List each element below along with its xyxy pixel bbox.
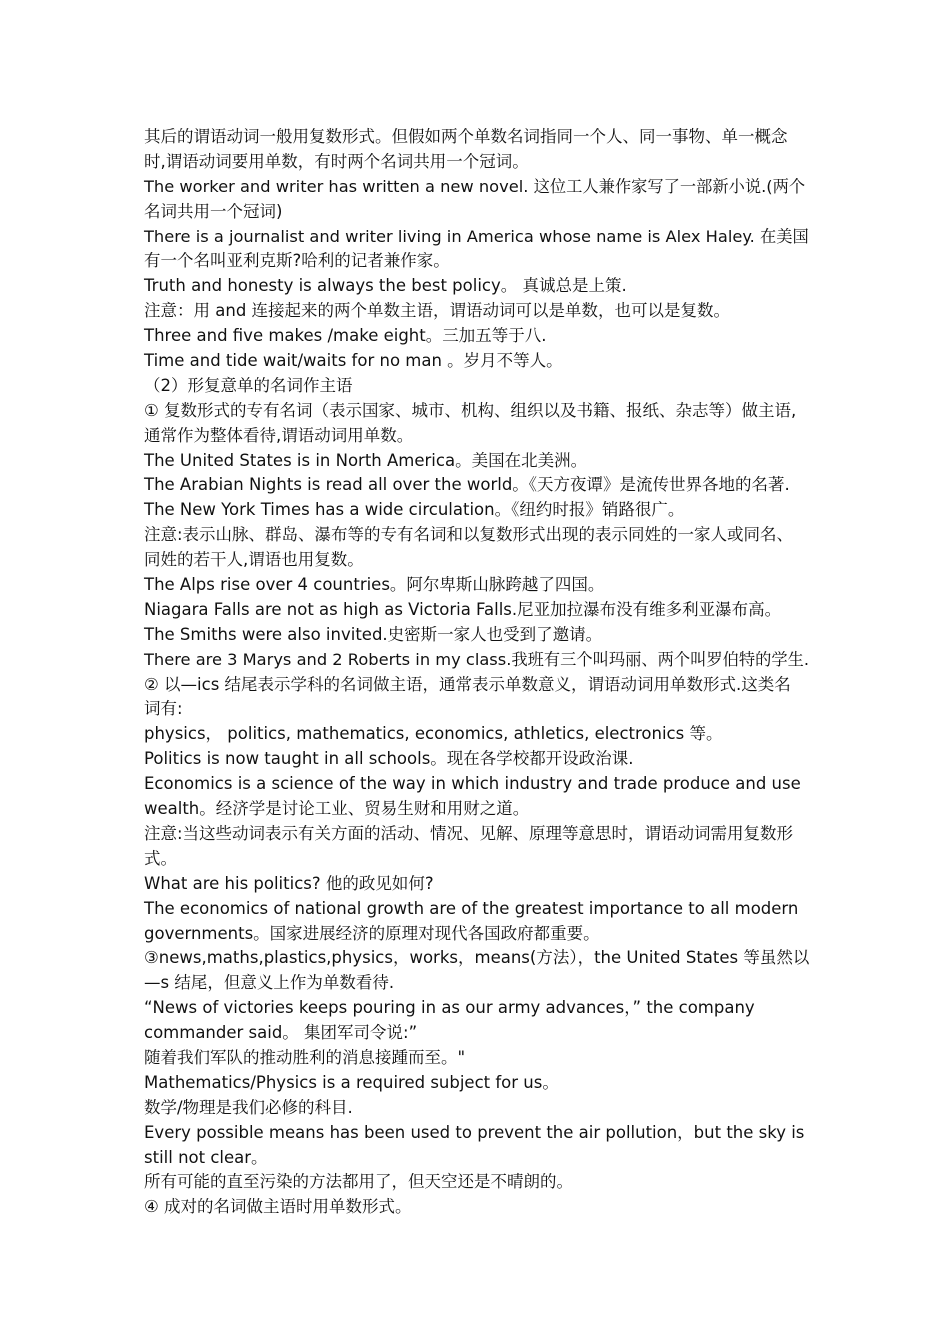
text-line: There are 3 Marys and 2 Roberts in my class.我班有三个叫玛丽、两个叫罗伯特的学生.	[144, 649, 810, 669]
text-line: 注意：用 and 连接起来的两个单数主语，谓语动词可以是单数，也可以是复数。	[144, 301, 731, 321]
text-line: “News of victories keeps pouring in as our army advances，” the company	[144, 998, 755, 1018]
text-line: Niagara Falls are not as high as Victoria Falls.尼亚加拉瀑布没有维多利亚瀑布高。	[144, 599, 782, 619]
text-line: ④ 成对的名词做主语时用单数形式。	[144, 1197, 412, 1217]
text-line: Politics is now taught in all schools。现在各学校都开设政治课.	[144, 749, 634, 769]
text-line: The United States is in North America。美国在北美洲。	[144, 450, 588, 470]
text-line: ① 复数形式的专有名词（表示国家、城市、机构、组织以及书籍、报纸、杂志等）做主语,	[144, 400, 797, 420]
text-line: still not clear。	[144, 1147, 268, 1167]
text-line: 其后的谓语动词一般用复数形式。但假如两个单数名词指同一个人、同一事物、单一概念	[144, 127, 788, 146]
text-line: The worker and writer has written a new novel. 这位工人兼作家写了一部新小说.(两个	[144, 176, 806, 196]
text-line: The economics of national growth are of the greatest importance to all modern	[144, 898, 799, 918]
text-line: governments。国家进展经济的原理对现代各国政府都重要。	[144, 923, 600, 943]
text-line: 同姓的若干人,谓语也用复数。	[144, 550, 364, 570]
text-line: Three and five makes /make eight。三加五等于八.	[144, 326, 547, 346]
text-line: commander said。 集团军司令说:”	[144, 1023, 418, 1043]
text-line: —s 结尾，但意义上作为单数看待.	[144, 973, 395, 993]
text-line: 词有:	[144, 699, 183, 719]
text-line: 注意:当这些动词表示有关方面的活动、情况、见解、原理等意思时，谓语动词需用复数形	[144, 823, 794, 843]
text-line: 随着我们军队的推动胜利的消息接踵而至。"	[144, 1047, 466, 1067]
text-line: Every possible means has been used to prevent the air pollution，but the sky is	[144, 1122, 805, 1142]
text-line: Time and tide wait/waits for no man 。岁月不等人。	[144, 351, 563, 371]
text-line: Mathematics/Physics is a required subject for us。	[144, 1072, 559, 1092]
text-line: The New York Times has a wide circulation。《纽约时报》销路很广。	[144, 500, 685, 520]
text-line: There is a journalist and writer living in America whose name is Alex Haley. 在美国	[144, 226, 809, 246]
text-line: What are his politics? 他的政见如何?	[144, 873, 434, 893]
text-line: Truth and honesty is always the best policy。 真诚总是上策.	[144, 276, 627, 296]
text-line: 通常作为整体看待,谓语动词用单数。	[144, 425, 414, 445]
text-line: The Arabian Nights is read all over the world。《天方夜谭》是流传世界各地的名著.	[144, 475, 790, 495]
text-line: 时,谓语动词要用单数，有时两个名词共用一个冠词。	[144, 151, 529, 171]
text-line: 注意:表示山脉、群岛、瀑布等的专有名词和以复数形式出现的表示同姓的一家人或同名、	[144, 525, 794, 545]
section-heading: （2）形复意单的名词作主语	[144, 375, 353, 395]
text-line: ② 以—ics 结尾表示学科的名词做主语，通常表示单数意义，谓语动词用单数形式.这类名	[144, 674, 791, 694]
text-line: physics， politics, mathematics, economics, athletics, electronics 等。	[144, 724, 723, 744]
text-line: 式。	[144, 848, 177, 868]
text-line: 所有可能的直至污染的方法都用了，但天空还是不晴朗的。	[144, 1172, 573, 1192]
document-body	[144, 125, 812, 1220]
text-line: 名词共用一个冠词)	[144, 201, 283, 221]
text-line: The Alps rise over 4 countries。阿尔卑斯山脉跨越了四国。	[144, 575, 605, 595]
text-line: 数学/物理是我们必修的科目.	[144, 1097, 353, 1117]
text-line: The Smiths were also invited.史密斯一家人也受到了邀请。	[144, 624, 603, 644]
text-line: Economics is a science of the way in which industry and trade produce and use	[144, 774, 801, 794]
text-line: ③news,maths,plastics,physics，works，means(方法），the United States 等虽然以	[144, 948, 810, 968]
text-line: 有一个名叫亚利克斯?哈利的记者兼作家。	[144, 251, 450, 271]
text-line: wealth。经济学是讨论工业、贸易生财和用财之道。	[144, 799, 530, 819]
